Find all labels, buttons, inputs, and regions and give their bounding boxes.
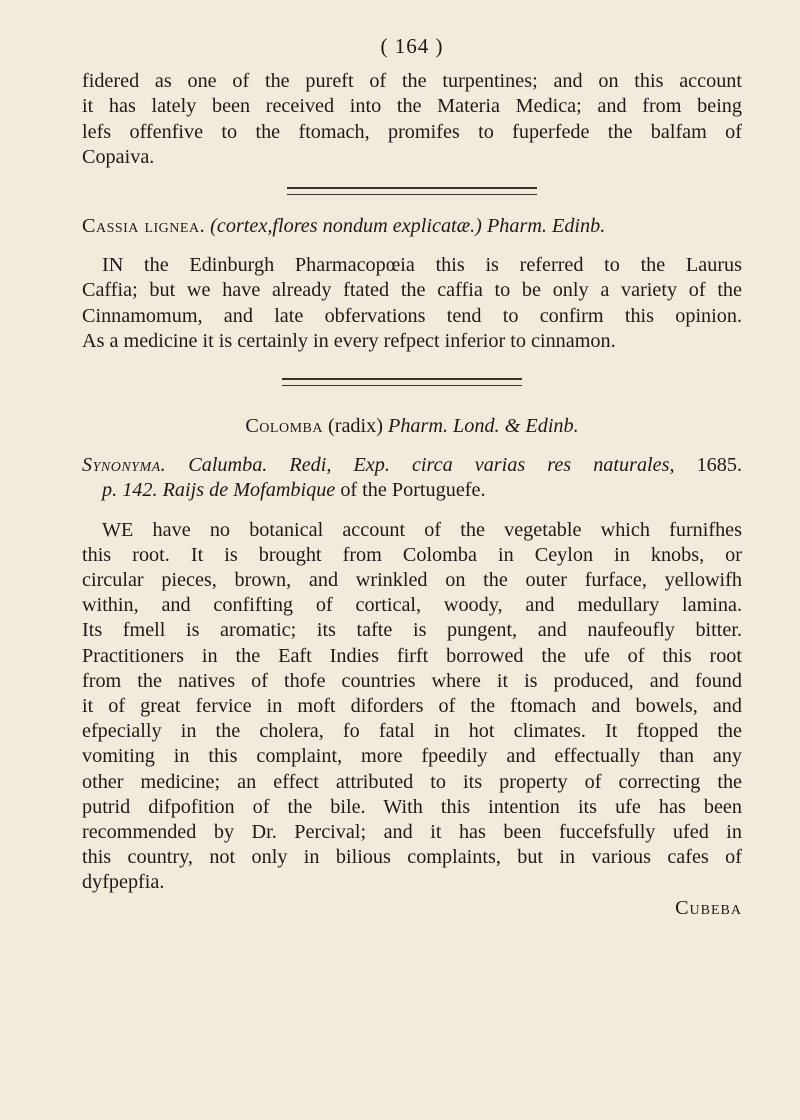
- catchword: Cubeba: [675, 896, 742, 919]
- book-page: [82, 34, 742, 921]
- colomba-paragraph: [82, 518, 742, 896]
- text-line: vomiting in this complaint, more fpeedily and effectually than any: [82, 745, 742, 768]
- text-line: Cinnamomum, and late obfervations tend to confirm this opinion.: [82, 304, 742, 327]
- text-line: putrid difpofition of the bile. With this intention its ufe has been: [82, 795, 742, 818]
- pharmacopoeia-ref: Pharm. Lond. & Edinb.: [388, 415, 579, 438]
- text-line: IN the Edinburgh Pharmacopœia this is referred to the Laurus: [102, 254, 742, 277]
- intro-paragraph: [82, 69, 742, 170]
- text-line: this root. It is brought from Colomba in Ceylon in knobs, or: [82, 543, 742, 566]
- synonyma-line: [82, 453, 742, 478]
- text-line: other medicine; an effect attributed to its property of correcting the: [82, 770, 742, 793]
- synonyma-text: Calumba. Redi, Exp. circa varias res naturales,: [188, 454, 675, 477]
- pharmacopoeia-ref: Pharm. Edinb.: [486, 215, 606, 238]
- entry-note: (cortex,flores nondum explicatæ.): [210, 215, 482, 238]
- text-line: Practitioners in the Eaft Indies firft borrowed the ufe of this root: [82, 644, 742, 667]
- cassia-paragraph: [82, 253, 742, 354]
- text-line: WE have no botanical account of the vegetable which furnifhes: [102, 518, 742, 541]
- text-line: within, and confifting of cortical, woody, and medullary lamina.: [82, 594, 742, 617]
- text-line: Its fmell is aromatic; its tafte is pungent, and naufeoufly bitter.: [82, 619, 742, 642]
- text-line: efpecially in the cholera, fo fatal in hot climates. It ftopped the: [82, 720, 742, 743]
- text-line: this country, not only in bilious complaints, but in various cafes of: [82, 846, 742, 869]
- text-line: lefs offenfive to the ftomach, promifes to fuperfede the balfam of: [82, 120, 742, 143]
- entry-name: Cassia lignea.: [82, 215, 206, 238]
- text-line: circular pieces, brown, and wrinkled on the outer furface, yellowifh: [82, 569, 742, 592]
- entry-part: (radix): [328, 415, 383, 438]
- text-line: fidered as one of the pureft of the turpentines; and on this account: [82, 70, 742, 93]
- colomba-heading: [82, 414, 742, 439]
- entry-name: Colomba: [245, 415, 323, 438]
- page-number: ( 164 ): [380, 34, 444, 58]
- text-line: it has lately been received into the Materia Medica; and from being: [82, 95, 742, 118]
- text-line: it of great fervice in moft diforders of the ftomach and bowels, and: [82, 695, 742, 718]
- text-line: Caffia; but we have already ftated the caffia to be only a variety of the: [82, 279, 742, 302]
- section-divider: [282, 378, 522, 386]
- synonyma-year: 1685.: [696, 454, 742, 477]
- synonyma: [82, 453, 742, 503]
- text-line: from the natives of thofe countries where it is produced, and found: [82, 669, 742, 692]
- synonyma-label: Synonyma.: [82, 454, 167, 477]
- synonyma-line: [82, 478, 742, 503]
- text-line: Copaiva.: [82, 145, 155, 168]
- synonyma-ref: p. 142. Raijs de Mofambique: [102, 479, 336, 502]
- section-divider: [287, 187, 537, 195]
- synonyma-ref-roman: of the Portuguefe.: [340, 479, 486, 502]
- text-line: recommended by Dr. Percival; and it has been fuccefsfully ufed in: [82, 821, 742, 844]
- text-line: As a medicine it is certainly in every refpect inferior to cinnamon.: [82, 329, 616, 352]
- cassia-heading: [82, 214, 742, 239]
- text-line: dyfpepfia.: [82, 871, 165, 894]
